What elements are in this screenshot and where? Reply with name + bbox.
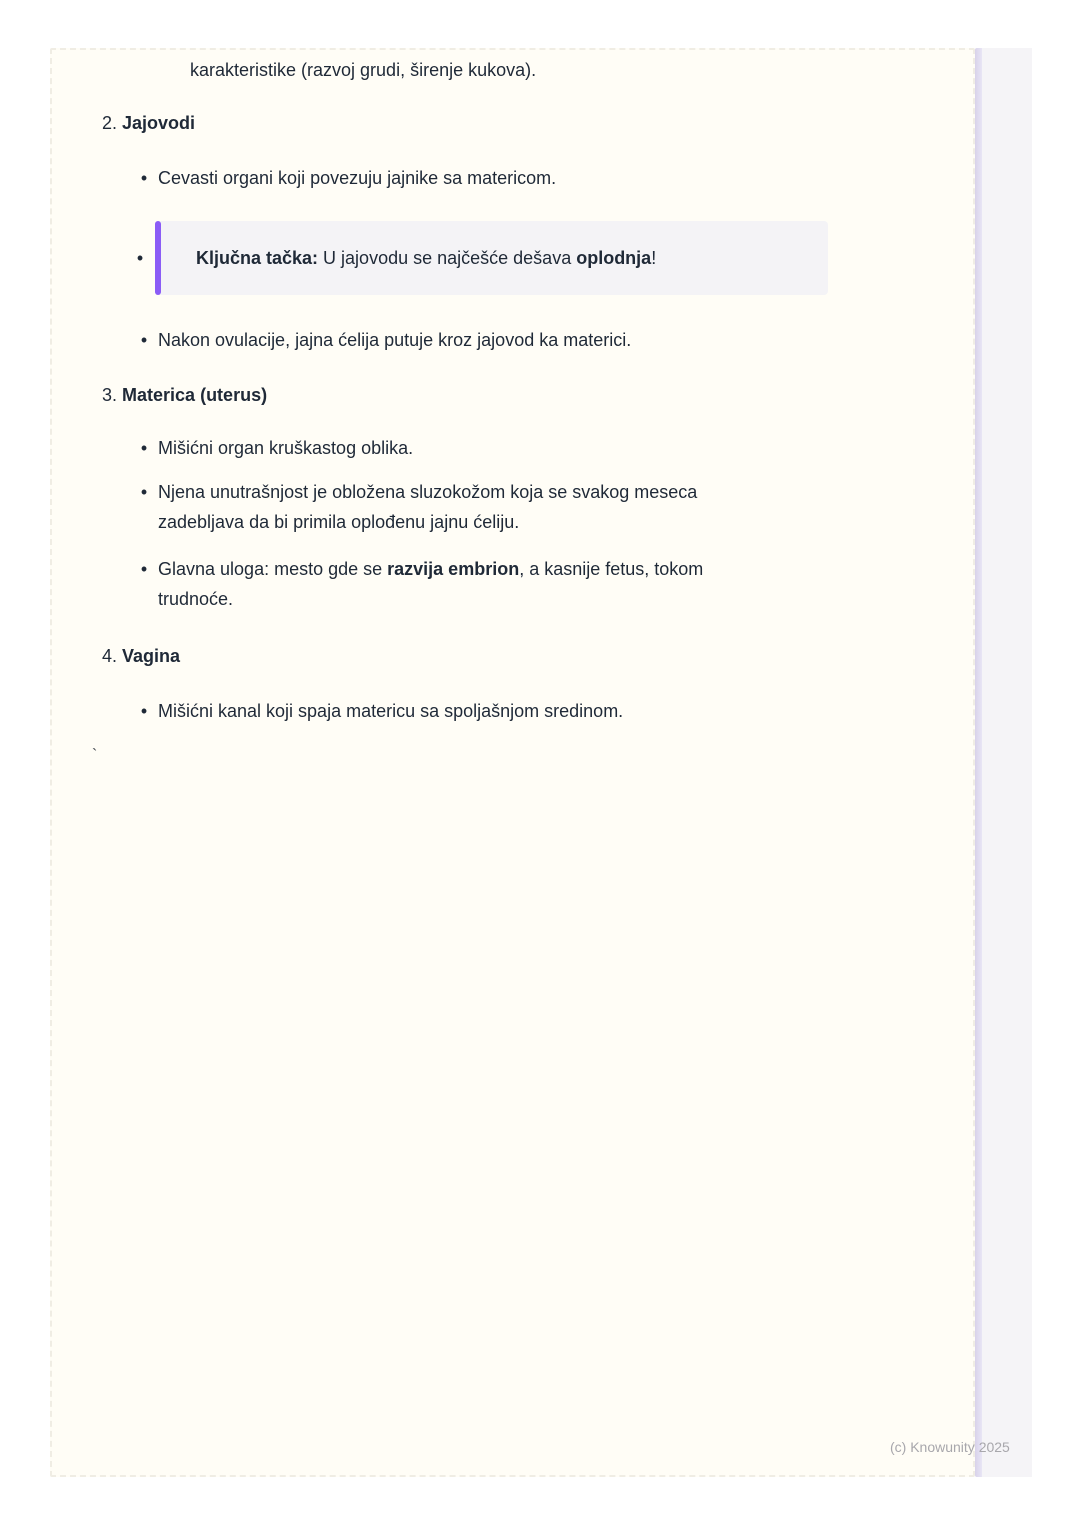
list-item-text-line: Njena unutrašnjost je obložena sluzokožom koja se svakog meseca	[158, 482, 698, 502]
callout-suffix: !	[651, 248, 657, 268]
list-item	[140, 477, 698, 537]
callout-body: U jajovodu se najčešće dešava	[318, 248, 577, 268]
bullet-icon: •	[140, 559, 148, 579]
list-item	[140, 163, 557, 193]
list-item-text: Mišićni organ kruškastog oblika.	[158, 438, 414, 458]
copyright-watermark: (c) Knowunity 2025	[890, 1439, 1010, 1455]
list-item	[140, 325, 632, 355]
list-item-text: Mišićni kanal koji spaja matericu sa spoljašnjom sredinom.	[158, 701, 624, 721]
list-item-text-line: zadebljava da bi primila oplođenu jajnu ćeliju.	[158, 512, 520, 532]
list-item-emphasis: razvija embrion	[387, 559, 520, 579]
bullet-icon: •	[140, 701, 148, 721]
list-item-text: Cevasti organi koji povezuju jajnike sa matericom.	[158, 168, 557, 188]
list-item-text: Nakon ovulacije, jajna ćelija putuje kroz jajovod ka materici.	[158, 330, 632, 350]
callout-accent-bar	[155, 221, 161, 295]
wrapped-continuation-line: karakteristike (razvoj grudi, širenje kukova).	[190, 60, 537, 80]
key-point-callout	[155, 221, 828, 295]
bullet-icon: •	[140, 438, 148, 458]
list-item	[140, 433, 414, 463]
section-number: 2.	[102, 113, 118, 133]
bullet-icon: •	[140, 168, 148, 188]
section-title: Materica (uterus)	[122, 385, 268, 405]
section-heading-materica	[102, 380, 267, 410]
section-heading-vagina	[102, 641, 180, 671]
bullet-icon: •	[140, 330, 148, 350]
bullet-icon: •	[140, 482, 148, 502]
callout-label: Ključna tačka:	[196, 248, 319, 268]
list-item-text: , a kasnije fetus, tokom	[519, 559, 704, 579]
list-item	[140, 554, 704, 614]
list-item-text-line: trudnoće.	[158, 589, 234, 609]
section-title: Vagina	[122, 646, 181, 666]
callout-text	[196, 243, 656, 273]
section-number: 3.	[102, 385, 118, 405]
section-number: 4.	[102, 646, 118, 666]
list-item-text-line	[158, 554, 703, 584]
list-item-text: Glavna uloga: mesto gde se	[158, 559, 388, 579]
bullet-icon: •	[136, 248, 144, 268]
callout-emphasis: oplodnja	[576, 248, 652, 268]
section-heading-jajovodi	[102, 108, 195, 138]
stray-backtick-mark: `	[92, 747, 98, 764]
section-title: Jajovodi	[122, 113, 196, 133]
next-page-preview-panel	[982, 48, 1032, 1477]
list-item	[140, 696, 624, 726]
next-page-edge-strip	[975, 48, 982, 1477]
